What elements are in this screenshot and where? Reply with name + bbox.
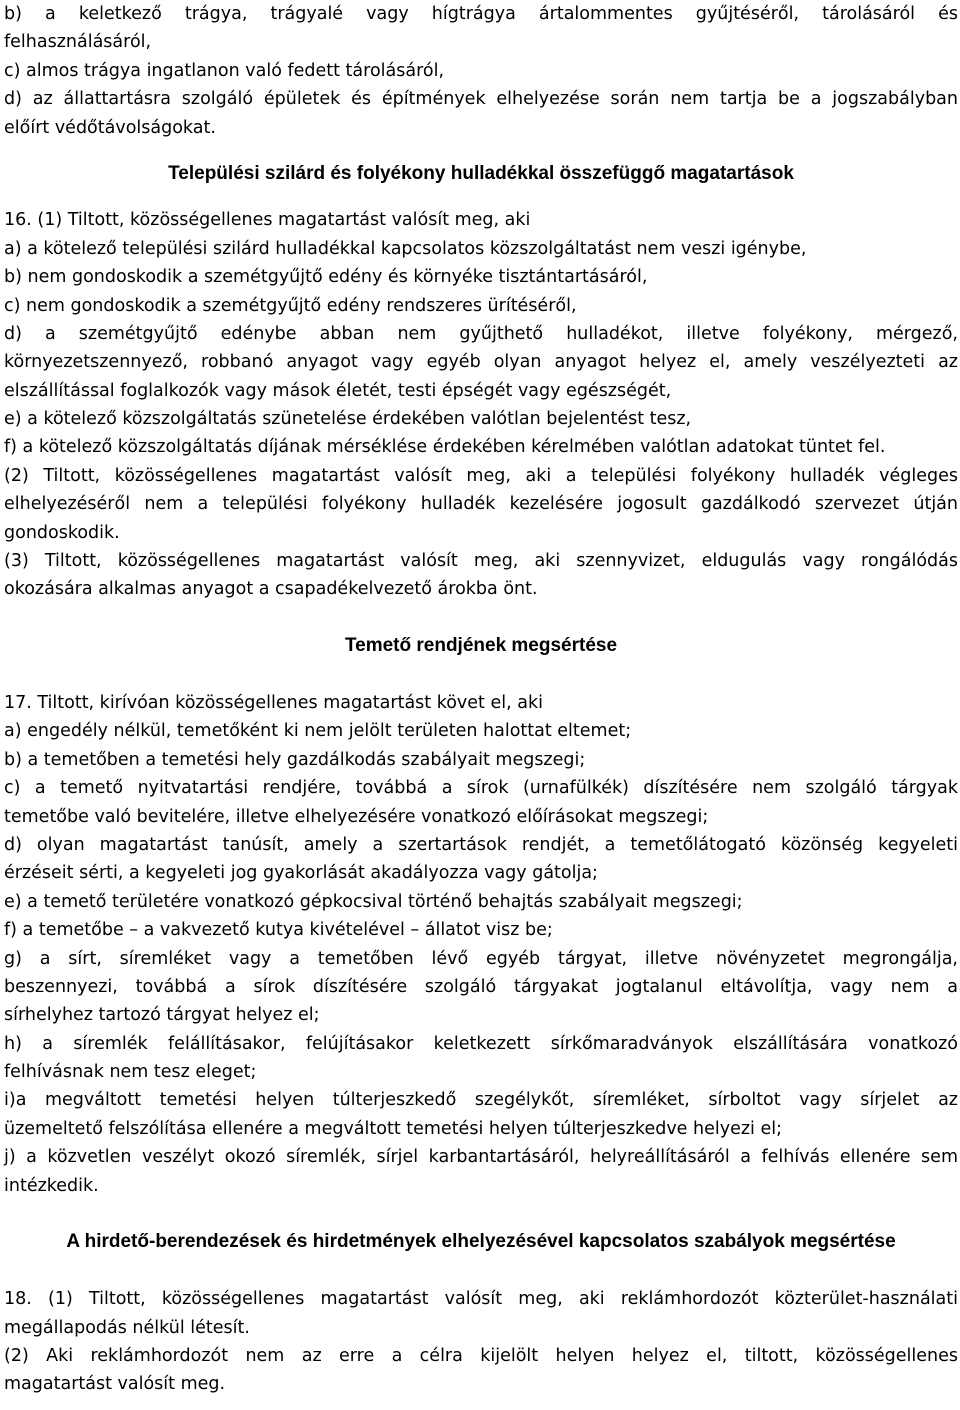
section-heading-advertising: A hirdető-berendezések és hirdetmények elhelyezésével kapcsolatos szabályok megsértése <box>66 1231 896 1253</box>
text-line: gondoskodik. <box>4 522 120 543</box>
text-line: b) a temetőben a temetési hely gazdálkodás szabályait megszegi; <box>4 749 586 770</box>
text-line: j) a közvetlen veszélyt okozó síremlék, sírjel karbantartásáról, helyreállításáról a felhívás ellenére sem <box>4 1147 958 1168</box>
spacer <box>4 604 958 632</box>
text-line: sírhelyhez tartozó tárgyat helyez el; <box>4 1005 320 1026</box>
text-line: üzemeltető felszólítása ellenére a megváltott temetési helyen túlterjeszkedve helyezi el; <box>4 1118 782 1139</box>
text-line: megállapodás nélkül létesít. <box>4 1317 250 1338</box>
text-line: (2) Tiltott, közösségellenes magatartást valósít meg, aki a települési folyékony hulladék végleges <box>4 465 958 486</box>
text-line: érzéseit sérti, a kegyeleti jog gyakorlását akadályozza vagy gátolja; <box>4 863 598 884</box>
text-line: e) a temető területére vonatkozó gépkocsival történő behajtás szabályait megszegi; <box>4 891 743 912</box>
text-line: a) engedély nélkül, temetőként ki nem jelölt területen halottat eltemet; <box>4 721 632 742</box>
section-17-block <box>4 689 958 1200</box>
text-line: beszennyezi, továbbá a sírok díszítésére szolgáló tárgyakat jogtalanul eltávolítja, vagy nem a <box>4 976 958 997</box>
text-line: felhívásnak nem tesz eleget; <box>4 1062 257 1083</box>
text-line: elszállítással foglalkozók vagy mások életét, testi épségét vagy egészségét, <box>4 380 672 401</box>
text-line: c) nem gondoskodik a szemétgyűjtő edény rendszeres ürítéséről, <box>4 295 577 316</box>
text-line: i)a megváltott temetési helyen túlterjeszkedő szegélykőt, síremléket, sírboltot vagy sírjelet az <box>4 1090 958 1111</box>
text-line: intézkedik. <box>4 1175 99 1196</box>
text-line: f) a kötelező közszolgáltatás díjának mérséklése érdekében kérelmében valótlan adatokat tüntet fel. <box>4 437 886 458</box>
text-line: a) a kötelező települési szilárd hulladékkal kapcsolatos közszolgáltatást nem veszi igénybe, <box>4 238 807 259</box>
text-line: okozására alkalmas anyagot a csapadékelvezető árokba önt. <box>4 579 538 600</box>
text-line: b) a keletkező trágya, trágyalé vagy hígtrágya ártalommentes gyűjtéséről, tárolásáról és <box>4 4 958 24</box>
text-line: környezetszennyező, robbanó anyagot vagy egyéb olyan anyagot helyez el, amely veszélyezteti az <box>4 352 958 373</box>
text-line: c) almos trágya ingatlanon való fedett tárolásáról, <box>4 60 445 81</box>
text-line: 17. Tiltott, kirívóan közösségellenes magatartást követ el, aki <box>4 693 543 714</box>
text-line: magatartást valósít meg. <box>4 1374 226 1395</box>
section-heading-waste: Települési szilárd és folyékony hulladékkal összefüggő magatartások <box>168 162 794 184</box>
text-line: d) a szemétgyűjtő edénybe abban nem gyűjthető hulladékot, illetve folyékony, mérgező, <box>4 323 958 344</box>
spacer <box>4 1257 958 1285</box>
spacer <box>4 1200 958 1228</box>
text-line: elhelyezéséről nem a települési folyékony hulladék kezelésére jogosult gazdálkodó szervezet útján <box>4 494 958 515</box>
text-line: temetőbe való bevitelére, illetve elhelyezésére vonatkozó előírásokat megszegi; <box>4 806 709 827</box>
text-line: (2) Aki reklámhordozót nem az erre a célra kijelölt helyen helyez el, tiltott, közösségellenes <box>4 1346 958 1367</box>
text-line: g) a sírt, síremléket vagy a temetőben lévő egyéb tárgyat, illetve növényzetet megrongálja, <box>4 948 958 969</box>
text-line: 16. (1) Tiltott, közösségellenes magatartást valósít meg, aki <box>4 210 531 231</box>
text-line: c) a temető nyitvatartási rendjére, továbbá a sírok (urnafülkék) díszítésére nem szolgáló tárgyak <box>4 778 958 799</box>
text-line: (3) Tiltott, közösségellenes magatartást valósít meg, aki szennyvizet, eldugulás vagy rongálódás <box>4 551 958 572</box>
text-line: 18. (1) Tiltott, közösségellenes magatartást valósít meg, aki reklámhordozót közterület-használati <box>4 1289 958 1310</box>
section-16-block <box>4 206 958 603</box>
text-line: h) a síremlék felállításakor, felújításakor keletkezett sírkőmaradványok elszállítására vonatkozó <box>4 1033 958 1054</box>
text-line: e) a kötelező közszolgáltatás szünetelése érdekében valótlan bejelentést tesz, <box>4 409 692 430</box>
section-18-block <box>4 1285 958 1399</box>
text-line: f) a temetőbe – a vakvezető kutya kivételével – állatot visz be; <box>4 920 553 941</box>
spacer <box>4 188 958 206</box>
text-line: d) az állattartásra szolgáló épületek és építmények elhelyezése során nem tartja be a jogszabályban <box>4 89 958 110</box>
spacer <box>4 142 958 160</box>
text-line: felhasználásáról, <box>4 32 152 53</box>
spacer <box>4 661 958 689</box>
intro-block <box>4 0 958 142</box>
text-line: b) nem gondoskodik a szemétgyűjtő edény és környéke tisztántartásáról, <box>4 267 648 288</box>
document-page <box>4 0 958 1399</box>
text-line: d) olyan magatartást tanúsít, amely a szertartások rendjét, a temetőlátogató közönség kegyeleti <box>4 834 958 855</box>
text-line: előírt védőtávolságokat. <box>4 117 216 138</box>
section-heading-cemetery: Temető rendjének megsértése <box>344 635 618 657</box>
